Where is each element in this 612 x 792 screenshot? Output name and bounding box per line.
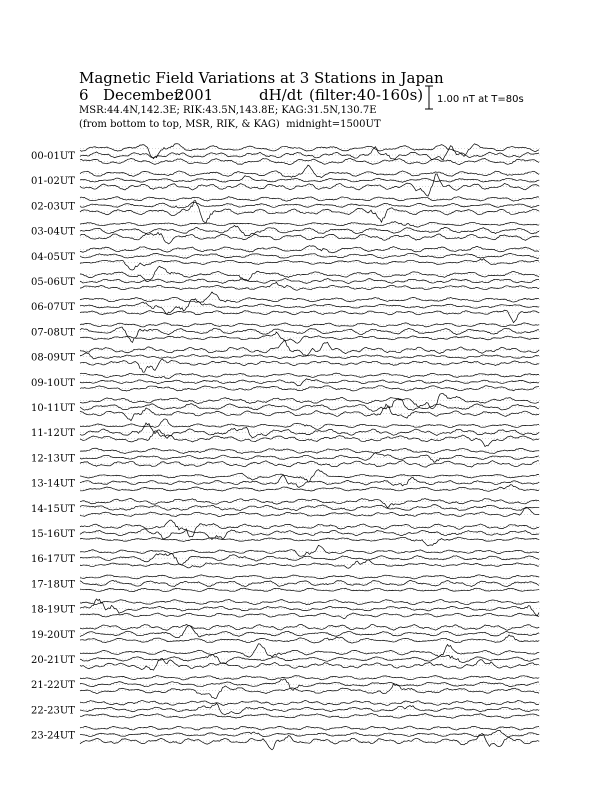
row-label: 09-10UT: [31, 377, 75, 389]
station-trace: [80, 644, 539, 657]
station-trace: [80, 259, 539, 270]
station-trace: [80, 379, 539, 386]
station-trace: [80, 310, 539, 322]
row-label: 22-23UT: [31, 705, 75, 717]
station-trace: [80, 386, 539, 391]
order-note-text: (from bottom to top, MSR, RIK, & KAG): [79, 119, 280, 130]
row-label: 12-13UT: [31, 453, 75, 465]
station-trace: [80, 470, 539, 482]
station-trace: [80, 599, 539, 616]
station-trace: [80, 394, 539, 409]
row-label: 16-17UT: [31, 554, 75, 566]
station-trace: [80, 588, 539, 591]
row-label: 00-01UT: [31, 151, 75, 162]
row-label: 13-14UT: [31, 478, 75, 490]
station-trace: [80, 554, 539, 566]
chart-title: Magnetic Field Variations at 3 Stations in Japan: [79, 69, 444, 87]
row-label: 19-20UT: [31, 629, 75, 641]
station-trace: [80, 144, 539, 159]
row-label: 21-22UT: [31, 680, 75, 692]
station-trace: [80, 485, 539, 492]
station-trace: [80, 448, 539, 453]
row-label: 11-12UT: [31, 428, 75, 440]
station-trace: [80, 165, 539, 177]
row-label: 01-02UT: [31, 176, 75, 188]
scale-bar-label: 1.00 nT at T=80s: [437, 94, 524, 105]
station-trace: [80, 359, 539, 372]
station-trace: [80, 158, 539, 164]
station-trace: [80, 202, 539, 208]
station-trace: [80, 714, 539, 719]
station-trace: [80, 197, 539, 201]
midnight-label: midnight=1500UT: [286, 119, 381, 130]
station-trace: [80, 613, 539, 619]
station-trace: [80, 232, 539, 244]
station-trace: [80, 373, 539, 378]
station-trace: [80, 332, 539, 343]
station-trace: [80, 452, 539, 462]
station-trace: [80, 635, 539, 643]
station-trace: [80, 282, 539, 290]
station-trace: [80, 176, 539, 183]
row-label: 20-21UT: [31, 655, 75, 666]
stations-label: MSR:44.4N,142.3E; RIK:43.5N,143.8E; KAG:31.5N,130.7E: [79, 105, 377, 116]
station-trace: [80, 545, 539, 556]
filter-label: (filter:40-160s): [309, 86, 424, 104]
row-label: 10-11UT: [31, 403, 75, 414]
row-label: 15-16UT: [31, 529, 75, 540]
station-trace: [80, 537, 539, 546]
station-trace: [80, 146, 539, 160]
row-label: 17-18UT: [31, 579, 75, 591]
row-label: 18-19UT: [31, 604, 75, 616]
row-label: 04-05UT: [31, 251, 75, 263]
date-year: 2001: [175, 86, 214, 104]
row-label: 14-15UT: [31, 503, 75, 515]
station-trace: [80, 507, 539, 516]
row-label: 08-09UT: [31, 352, 75, 364]
station-trace: [80, 703, 539, 714]
station-trace: [80, 529, 539, 540]
station-trace: [80, 174, 539, 196]
station-trace: [80, 353, 539, 359]
quantity-label: dH/dt: [259, 86, 303, 104]
station-trace: [80, 679, 539, 690]
date-day: 6: [79, 86, 89, 104]
row-label: 03-04UT: [31, 226, 75, 238]
row-label: 02-03UT: [31, 201, 75, 213]
station-trace: [80, 327, 539, 342]
row-label: 23-24UT: [31, 730, 75, 742]
row-label: 06-07UT: [31, 302, 75, 314]
station-trace: [80, 292, 539, 302]
row-label: 07-08UT: [31, 327, 75, 339]
station-trace: [80, 222, 539, 228]
station-trace: [80, 505, 539, 511]
station-trace: [80, 733, 539, 749]
station-trace: [80, 730, 539, 737]
station-trace: [80, 340, 539, 355]
date-month: December: [103, 86, 182, 104]
row-label: 05-06UT: [31, 277, 75, 288]
